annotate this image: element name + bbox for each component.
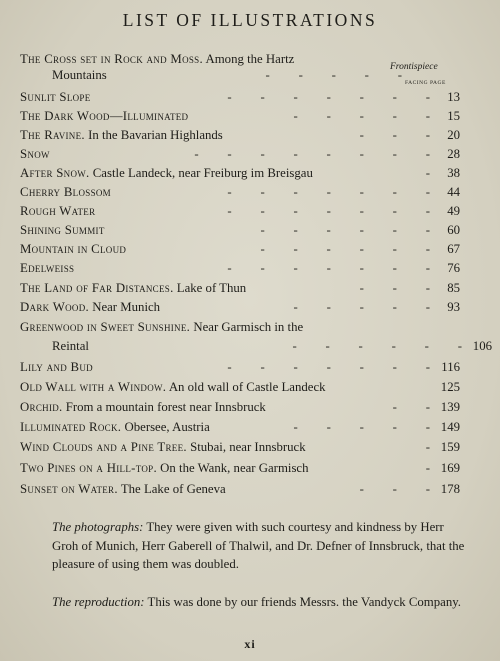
illustration-entry: Illuminated Rock. Obersee, Austria - - - - - 149 (20, 418, 460, 437)
illustration-entry: Cherry Blossom - - - - - - - 44 (20, 183, 460, 202)
entry-detail: Lake of Thun (176, 281, 247, 295)
entry-detail: Castle Landeck, near Freiburg im Breisgau (92, 166, 313, 180)
illustration-entry: Rough Water - - - - - - - 49 (20, 202, 460, 221)
entry-continuation: Mountains (52, 68, 107, 82)
entry-detail: Obersee, Austria (124, 420, 210, 434)
entry-title: Dark Wood. (20, 300, 89, 314)
page-title: LIST OF ILLUSTRATIONS (122, 10, 378, 30)
entry-title: Sunlit Slope (20, 90, 91, 104)
entry-page: 85 (447, 281, 460, 295)
entry-detail: On the Wank, near Garmisch (160, 461, 309, 475)
entry-title: The Dark Wood—Illuminated (20, 109, 189, 123)
entry-detail: Near Garmisch in the (193, 320, 304, 334)
entry-title: Sunset on Water. (20, 482, 118, 496)
entry-title: Edelweiss (20, 261, 75, 275)
entry-detail: The Lake of Geneva (120, 482, 226, 496)
entry-title: Mountain in Cloud (20, 242, 127, 256)
illustration-entry: The Ravine. In the Bavarian Highlands - - - 20 (20, 126, 460, 145)
entry-detail: Among the Hartz (205, 52, 295, 66)
entry-page: 44 (447, 185, 460, 199)
entry-title: Shining Summit (20, 223, 105, 237)
illustration-entry (20, 318, 460, 337)
photographs-label: The photographs: (52, 520, 144, 534)
entry-title: Greenwood in Sweet Sunshine. (20, 320, 191, 334)
illustration-entry: Sunset on Water. The Lake of Geneva - - - 178 (20, 480, 460, 499)
entry-title: The Land of Far Distances. (20, 281, 174, 295)
entry-page: 125 (440, 380, 460, 394)
entry-page: 169 (440, 461, 460, 475)
entry-title: Lily and Bud (20, 360, 93, 374)
entry-page: 76 (447, 261, 460, 275)
entry-detail: Stubai, near Innsbruck (190, 440, 306, 454)
entry-page: 15 (447, 109, 460, 123)
entry-page: 159 (440, 440, 460, 454)
entry-page: 93 (447, 300, 460, 314)
entry-detail: Near Munich (92, 300, 161, 314)
illustration-entry-continuation: Reintal - - - - - - 106 (20, 337, 492, 356)
illustration-entry: Shining Summit - - - - - - 60 (20, 221, 460, 240)
entry-page: 116 (441, 360, 460, 374)
illustration-entry: Sunlit Slope - - - - - - - 13 (20, 88, 460, 107)
entry-page: 178 (440, 482, 460, 496)
entry-page: 67 (447, 242, 460, 256)
reproduction-text: This was done by our friends Messrs. the Vandyck Company. (144, 595, 461, 609)
entry-page: 28 (447, 147, 460, 161)
reproduction-label: The reproduction: (52, 595, 145, 609)
entry-continuation: Reintal (52, 339, 89, 353)
entry-detail: In the Bavarian Highlands (88, 128, 223, 142)
entry-page: 49 (447, 204, 460, 218)
entry-title: Snow (20, 147, 50, 161)
facing-page-label: FACING PAGE (405, 80, 446, 86)
illustration-entry-continuation: Mountains - - - - - (52, 68, 402, 82)
illustration-entry: The Dark Wood—Illuminated - - - - - 15 (20, 107, 460, 126)
illustration-entry: Snow - - - - - - - - 28 (20, 145, 460, 164)
entry-title: After Snow. (20, 166, 90, 180)
illustration-entry: Edelweiss - - - - - - - 76 (20, 259, 460, 278)
entry-title: The Cross set in Rock and Moss. (20, 52, 203, 66)
entry-page: 38 (447, 166, 460, 180)
illustration-entry: The Land of Far Distances. Lake of Thun - - - 85 (20, 279, 460, 298)
entry-title: Rough Water (20, 204, 96, 218)
entry-page: 106 (472, 339, 492, 353)
illustration-entry: Lily and Bud - - - - - - - 116 (20, 358, 460, 377)
entry-page: 139 (440, 400, 460, 414)
entry-page: 20 (447, 128, 460, 142)
entry-title: Illuminated Rock. (20, 420, 122, 434)
entry-title: Old Wall with a Window. (20, 380, 167, 394)
entry-title: The Ravine. (20, 128, 85, 142)
entry-title: Two Pines on a Hill-top. (20, 461, 157, 475)
frontispiece-label: Frontispiece (390, 62, 438, 72)
entry-title: Orchid. (20, 400, 63, 414)
page-number: xi (244, 637, 256, 651)
entry-page: 13 (447, 90, 460, 104)
illustration-entry: Dark Wood. Near Munich - - - - - 93 (20, 298, 460, 317)
illustration-entry: Orchid. From a mountain forest near Innsbruck - - 139 (20, 398, 460, 417)
entry-page: 60 (447, 223, 460, 237)
entry-detail: An old wall of Castle Landeck (168, 380, 326, 394)
illustration-entry: Two Pines on a Hill-top. On the Wank, near Garmisch - 169 (20, 459, 460, 478)
illustration-entry: Mountain in Cloud - - - - - - 67 (20, 240, 460, 259)
illustration-entry (20, 378, 460, 397)
illustration-entry: Wind Clouds and a Pine Tree. Stubai, near Innsbruck - 159 (20, 438, 460, 457)
entry-title: Wind Clouds and a Pine Tree. (20, 440, 187, 454)
photographs-text: They were given with such courtesy and kindness by Herr Groh of Munich, Herr Gaberell of Thalwil, and Dr. Defner of Innsbruck, that the pleasure of using them was doubled. (52, 520, 465, 571)
photographs-note (52, 518, 472, 574)
reproduction-note (52, 593, 472, 612)
entry-detail: From a mountain forest near Innsbruck (65, 400, 266, 414)
illustration-entry: After Snow. Castle Landeck, near Freiburg im Breisgau - 38 (20, 164, 460, 183)
entry-title: Cherry Blossom (20, 185, 111, 199)
entry-page: 149 (440, 420, 460, 434)
